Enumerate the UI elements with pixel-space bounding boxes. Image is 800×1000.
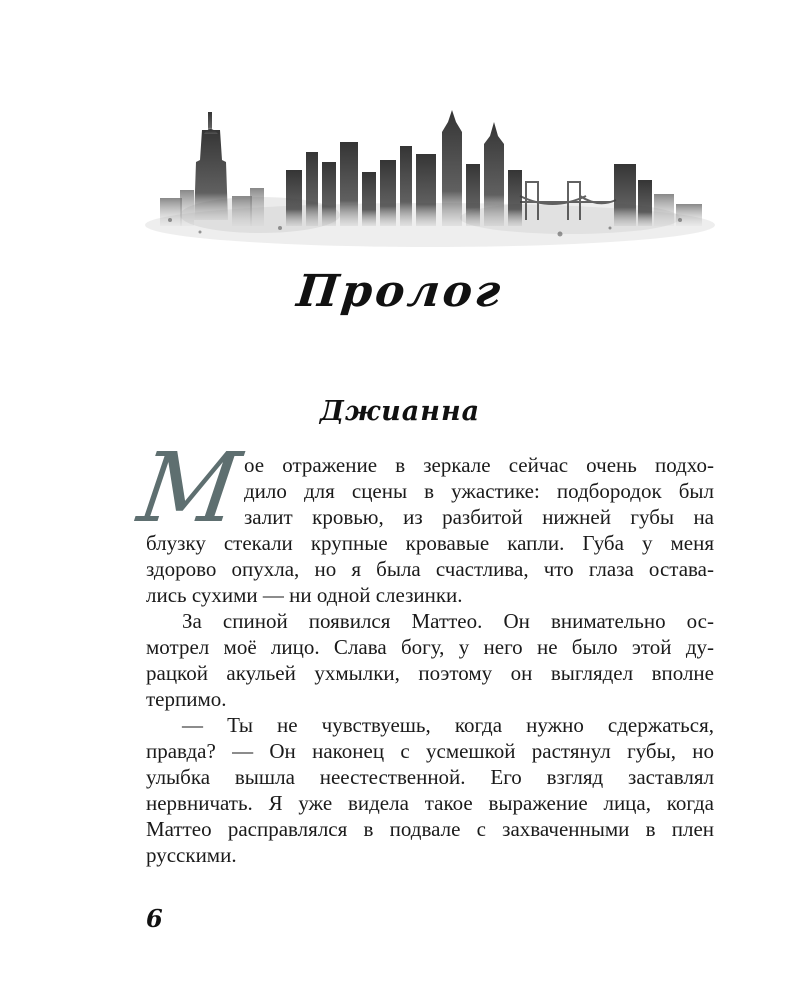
drop-cap: М <box>132 432 247 544</box>
text-line: рацкой акульей ухмылки, поэтому он выглядел вполне <box>146 661 714 685</box>
chapter-pov-name: Джианна <box>319 396 481 427</box>
text-line: блузку стекали крупные кровавые капли. Губа у меня <box>146 531 714 555</box>
text-line: За спиной появился Маттео. Он внимательно ос- <box>182 609 714 633</box>
text-line: Маттео расправлялся в подвале с захваченными в плен <box>146 817 714 841</box>
text-line: ое отражение в зеркале сейчас очень подхо- <box>244 453 714 477</box>
text-line: нервничать. Я уже видела такое выражение лица, когда <box>146 791 714 815</box>
text-line: здорово опухла, но я была счастлива, что глаза остава- <box>146 557 714 581</box>
text-line: русскими. <box>146 843 237 867</box>
chapter-title: Пролог <box>294 266 506 317</box>
page-number: 6 <box>146 904 163 933</box>
text-line: улыбка вышла неестественной. Его взгляд заставлял <box>146 765 714 789</box>
text-line: правда? — Он наконец с усмешкой растянул губы, но <box>146 739 714 763</box>
text-line: — Ты не чувствуешь, когда нужно сдержаться, <box>182 713 714 737</box>
text-line: терпимо. <box>146 687 227 711</box>
text-line: лись сухими — ни одной слезинки. <box>146 583 463 607</box>
text-line: залит кровью, из разбитой нижней губы на <box>244 505 714 529</box>
text-line: мотрел моё лицо. Слава богу, у него не было этой ду- <box>146 635 714 659</box>
city-skyline-illustration <box>140 100 720 260</box>
text-line: дило для сцены в ужастике: подбородок был <box>244 479 714 503</box>
